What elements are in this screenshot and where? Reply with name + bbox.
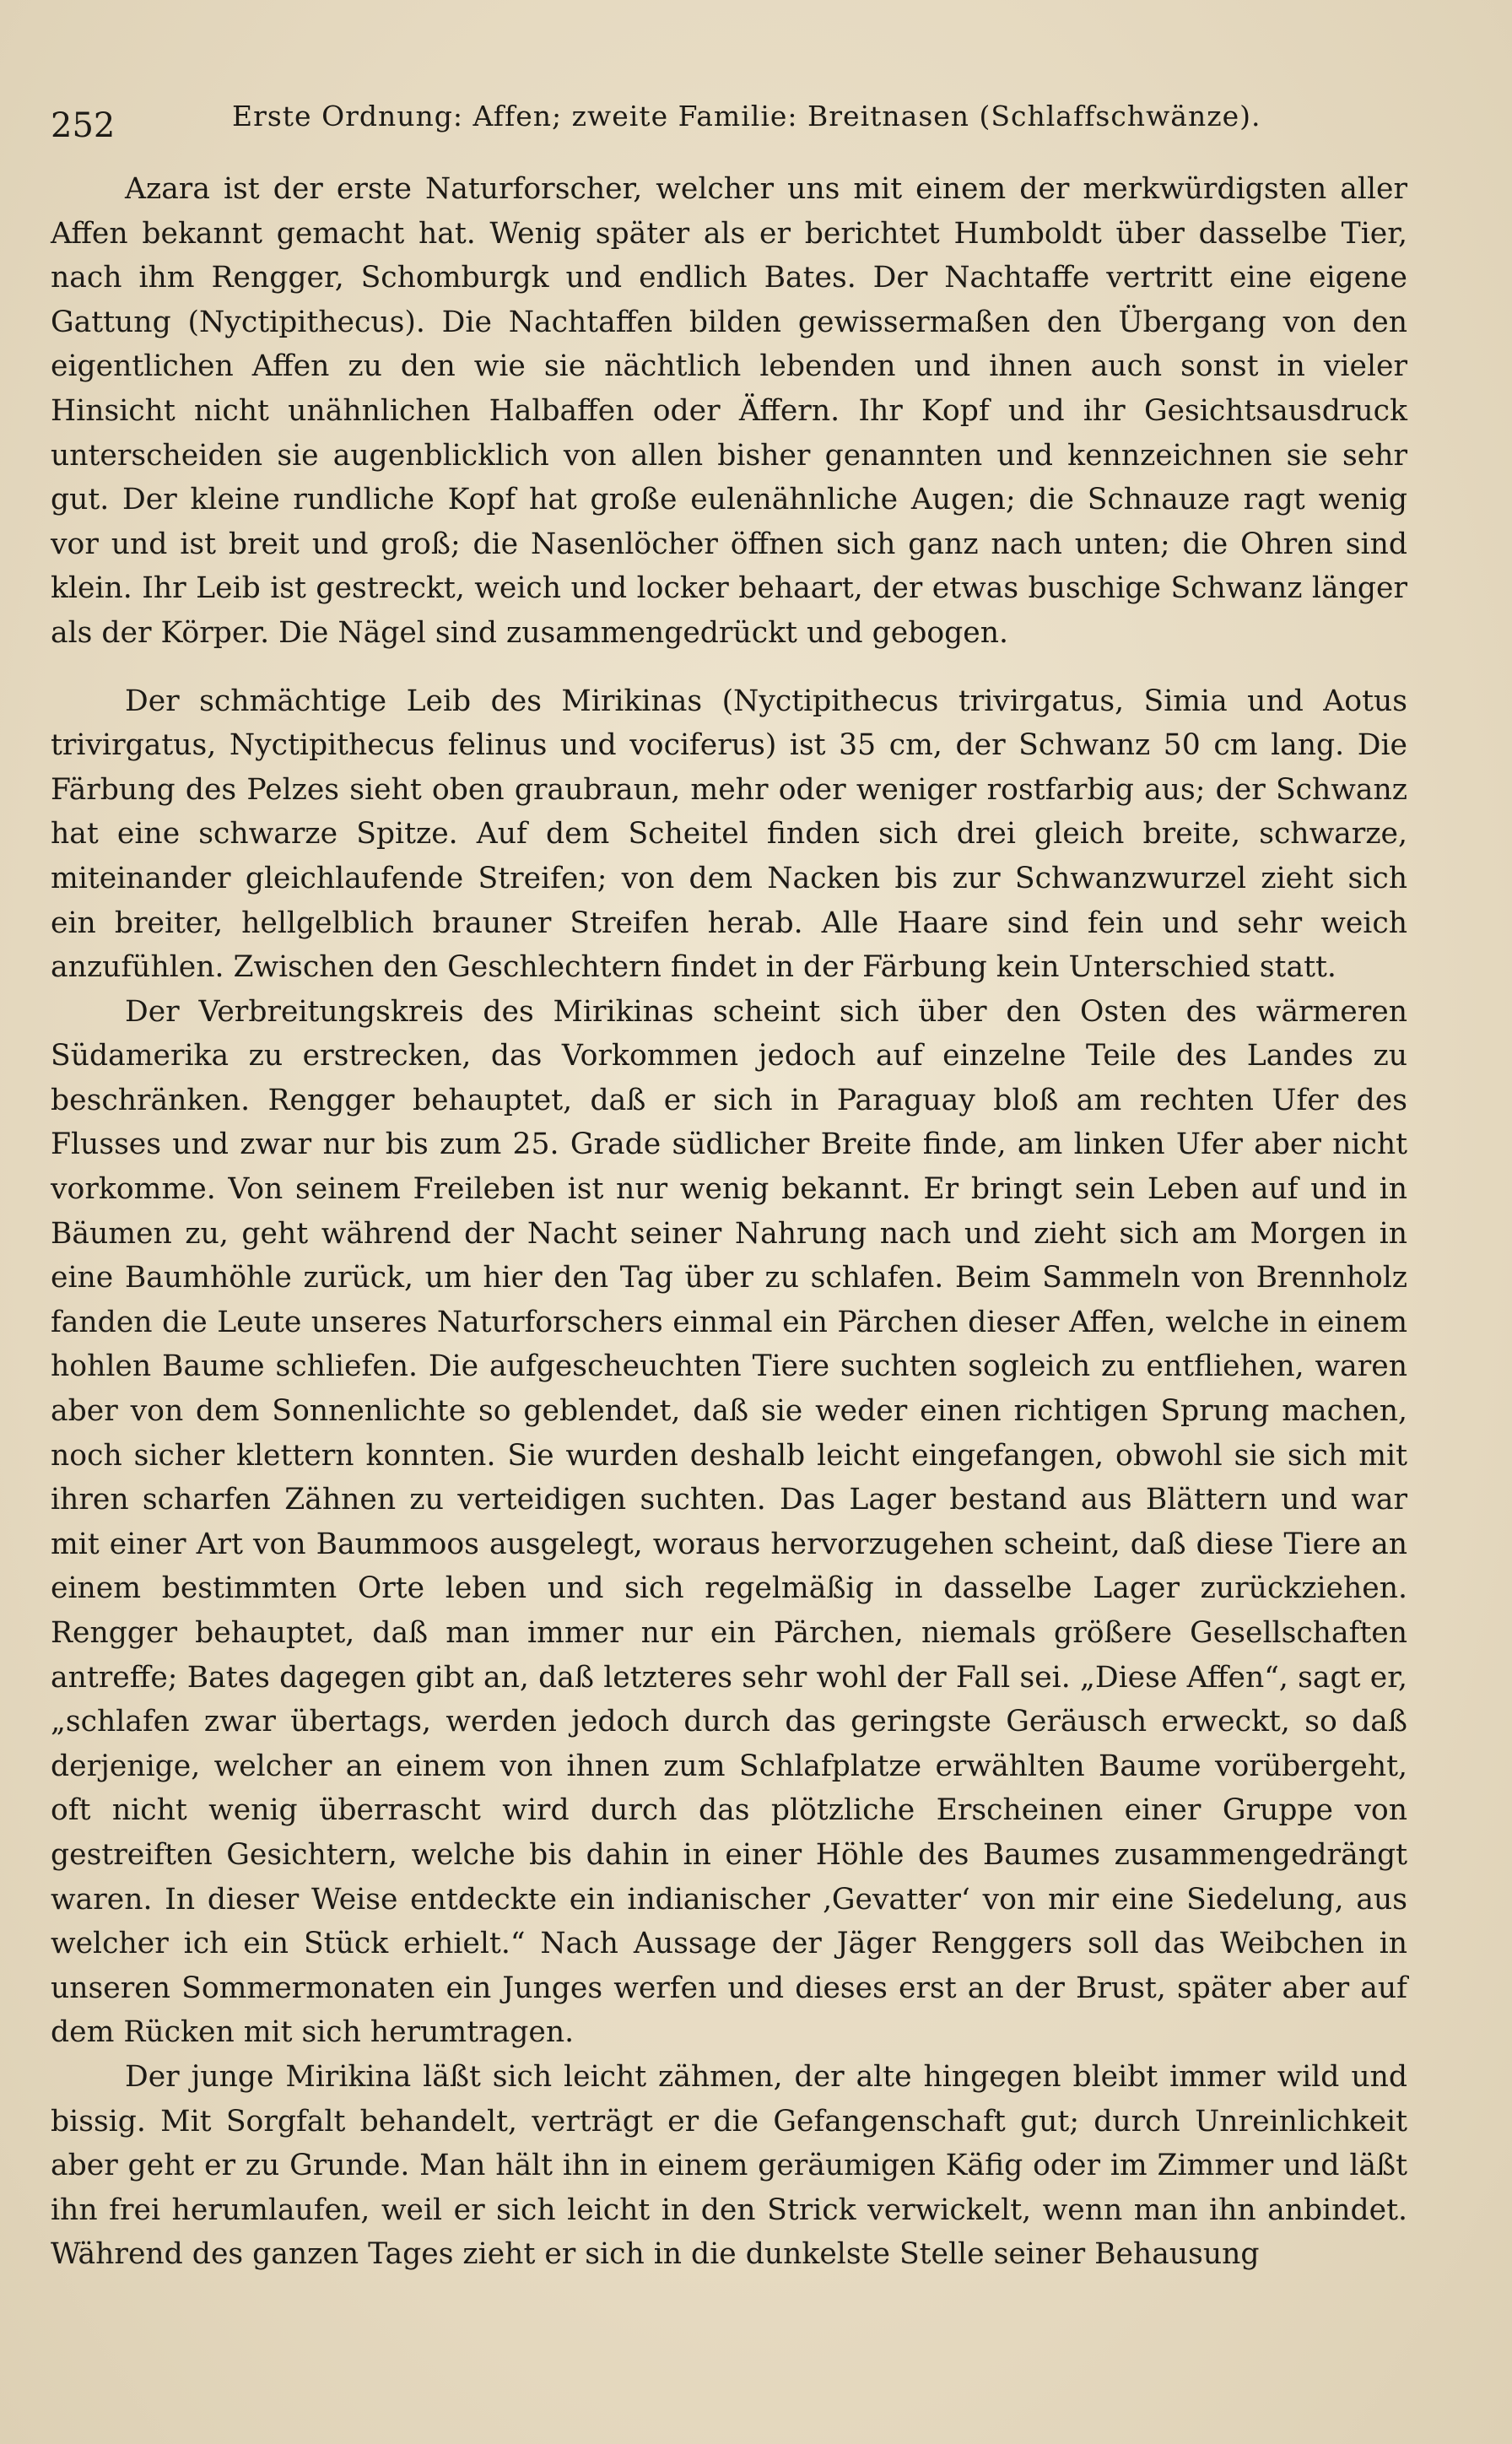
body-text: [51, 167, 1407, 2277]
paragraph-description: Der schmächtige Leib des Mirikinas (Nyctipithecus trivirgatus, Simia und Aotus trivirgatus, Nyctipithecus felinus und vociferus) ist 35 cm, der Schwanz 50 cm lang. Die Färbung des Pelzes sieht oben graubraun, mehr oder weniger rostfarbig aus; der Schwanz hat eine schwarze Spitze. Auf dem Scheitel finden sich drei gleich breite, schwarze, miteinander gleichlaufende Streifen; von dem Nacken bis zur Schwanzwurzel zieht sich ein breiter, hellgelblich brauner Streifen herab. Alle Haare sind fein und sehr weich anzufühlen. Zwischen den Geschlechtern findet in der Färbung kein Unterschied statt.: [51, 684, 1407, 985]
page-header: [51, 100, 1409, 150]
paragraph-captivity: Der junge Mirikina läßt sich leicht zähmen, der alte hingegen bleibt immer wild und bissig. Mit Sorgfalt behandelt, verträgt er die Gefangenschaft gut; durch Unreinlichkeit aber geht er zu Grunde. Man hält ihn in einem geräumigen Käfig oder im Zimmer und läßt ihn frei herumlaufen, weil er sich leicht in den Strick verwickelt, wenn man ihn anbindet. Während des ganzen Tages zieht er sich in die dunkelste Stelle seiner Behausung: [51, 2059, 1407, 2272]
page-number: 252: [51, 106, 116, 145]
book-page: [51, 0, 1409, 2444]
paragraph-distribution: Der Verbreitungskreis des Mirikinas scheint sich über den Osten des wärmeren Südamerika zu erstrecken, das Vorkommen jedoch auf einzelne Teile des Landes zu beschränken. Rengger behauptet, daß er sich in Paraguay bloß am rechten Ufer des Flusses und zwar nur bis zum 25. Grade südlicher Breite finde, am linken Ufer aber nicht vorkomme. Von seinem Freileben ist nur wenig bekannt. Er bringt sein Leben auf und in Bäumen zu, geht während der Nacht seiner Nahrung nach und zieht sich am Morgen in eine Baumhöhle zurück, um hier den Tag über zu schlafen. Beim Sammeln von Brennholz fanden die Leute unseres Naturforschers einmal ein Pärchen dieser Affen, welche in einem hohlen Baume schliefen. Die aufgescheuchten Tiere suchten sogleich zu entfliehen, waren aber von dem Sonnenlichte so geblendet, daß sie weder einen richtigen Sprung machen, noch sicher klettern konnten. Sie wurden deshalb leicht eingefangen, obwohl sie sich mit ihren scharfen Zähnen zu verteidigen suchten. Das Lager bestand aus Blättern und war mit einer Art von Baummoos ausgelegt, woraus hervorzugehen scheint, daß diese Tiere an einem bestimmten Orte leben und sich regelmäßig in dasselbe Lager zurückziehen. Rengger behauptet, daß man immer nur ein Pärchen, niemals größere Gesellschaften antreffe; Bates dagegen gibt an, daß letzteres sehr wohl der Fall sei. „Diese Affen“, sagt er, „schlafen zwar übertags, werden jedoch durch das geringste Geräusch erweckt, so daß derjenige, welcher an einem von ihnen zum Schlafplatze erwählten Baume vorübergeht, oft nicht wenig überrascht wird durch das plötzliche Erscheinen einer Gruppe von gestreiften Gesichtern, welche bis dahin in einer Höhle des Baumes zusammengedrängt waren. In dieser Weise entdeckte ein indianischer ‚Gevatter‘ von mir eine Siedelung, aus welcher ich ein Stück erhielt.“ Nach Aussage der Jäger Renggers soll das Weibchen in unseren Sommermonaten ein Junges werfen und dieses erst an der Brust, später aber auf dem Rücken mit sich herumtragen.: [51, 994, 1407, 2050]
running-head: Erste Ordnung: Affen; zweite Familie: Breitnasen (Schlaffschwänze).: [232, 100, 1261, 132]
paragraph-azara: Azara ist der erste Naturforscher, welcher uns mit einem der merkwürdigsten aller Affen bekannt gemacht hat. Wenig später als er berichtet Humboldt über dasselbe Tier, nach ihm Rengger, Schomburgk und endlich Bates. Der Nachtaffe vertritt eine eigene Gattung (Nyctipithecus). Die Nachtaffen bilden gewissermaßen den Übergang von den eigentlichen Affen zu den wie sie nächtlich lebenden und ihnen auch sonst in vieler Hinsicht nicht unähnlichen Halbaffen oder Äffern. Ihr Kopf und ihr Gesichtsausdruck unterscheiden sie augenblicklich von allen bisher genannten und kennzeichnen sie sehr gut. Der kleine rundliche Kopf hat große eulenähnliche Augen; die Schnauze ragt wenig vor und ist breit und groß; die Nasenlöcher öffnen sich ganz nach unten; die Ohren sind klein. Ihr Leib ist gestreckt, weich und locker behaart, der etwas buschige Schwanz länger als der Körper. Die Nägel sind zusammengedrückt und gebogen.: [51, 172, 1407, 650]
